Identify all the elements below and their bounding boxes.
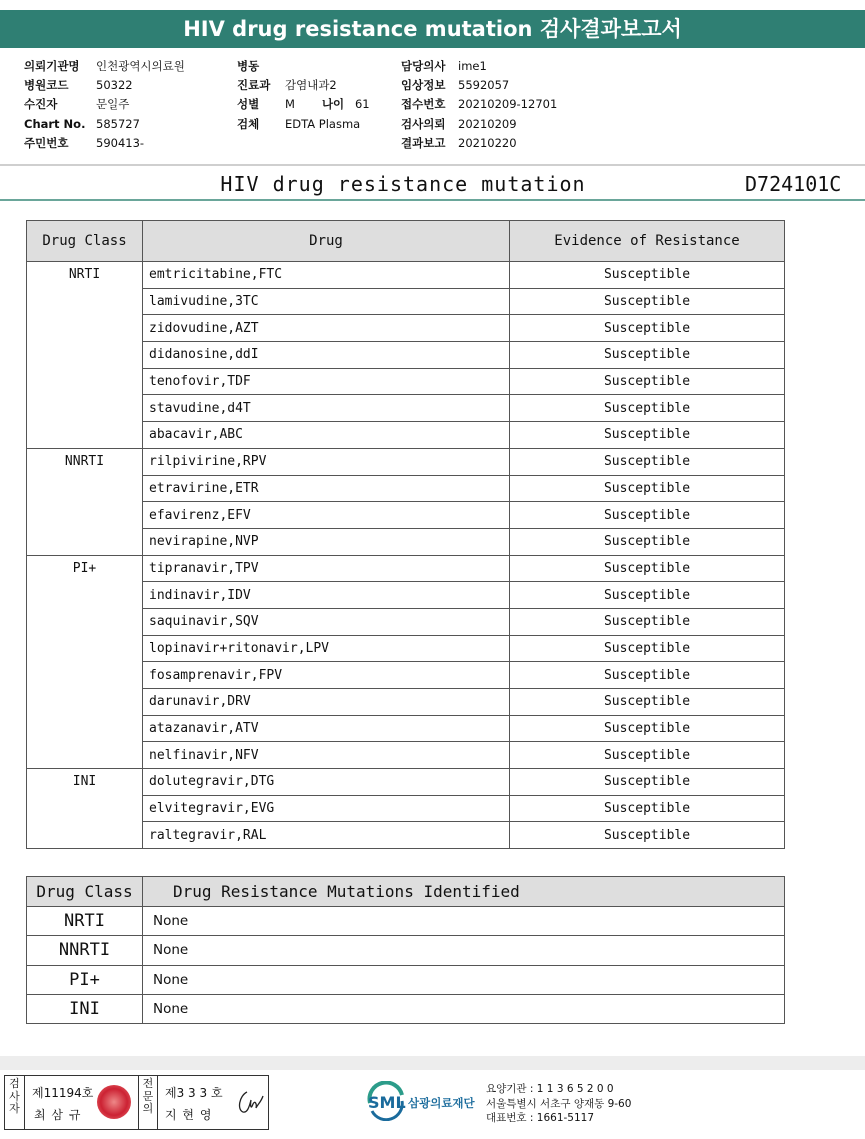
age-label: 나이 xyxy=(321,97,345,112)
evidence-cell: Susceptible xyxy=(510,715,785,742)
meta-value: 20210209-12701 xyxy=(458,97,558,112)
logo-org-name: 삼광의료재단 xyxy=(408,1096,475,1110)
meta-value: 5592057 xyxy=(458,78,510,93)
address-line: 서울특별시 서초구 양재동 9-60 xyxy=(486,1097,632,1110)
report-header-title: HIV drug resistance mutation 검사결과보고서 xyxy=(0,10,865,48)
signature-box xyxy=(4,1075,269,1130)
resistance-table xyxy=(26,220,785,849)
seal-stamp xyxy=(97,1085,131,1119)
drug-class-cell: NRTI xyxy=(27,262,143,449)
drug-cell: zidovudine,AZT xyxy=(143,315,510,342)
signer-1-label: 검사자 xyxy=(5,1076,25,1129)
drug-class-cell: INI xyxy=(27,994,143,1023)
drug-class-cell: PI+ xyxy=(27,965,143,994)
drug-class-cell: NNRTI xyxy=(27,448,143,555)
mutation-cell: None xyxy=(143,965,785,994)
footer-divider xyxy=(0,1056,865,1070)
evidence-cell: Susceptible xyxy=(510,555,785,582)
evidence-cell: Susceptible xyxy=(510,342,785,369)
meta-label: 성별 xyxy=(237,97,260,112)
evidence-cell: Susceptible xyxy=(510,395,785,422)
signer-2-label: 전문의 xyxy=(138,1076,158,1129)
meta-value: 감염내과2 xyxy=(285,78,337,93)
drug-cell: raltegravir,RAL xyxy=(143,822,510,849)
meta-value: 50322 xyxy=(96,78,133,93)
evidence-cell: Susceptible xyxy=(510,315,785,342)
signer-1-name: 최 삼 규 xyxy=(34,1108,82,1122)
evidence-cell: Susceptible xyxy=(510,769,785,796)
evidence-cell: Susceptible xyxy=(510,502,785,529)
meta-column-1 xyxy=(24,57,185,153)
logo-text: SML xyxy=(368,1093,406,1112)
meta-label: 병동 xyxy=(237,59,260,73)
drug-cell: tipranavir,TPV xyxy=(143,555,510,582)
signer-2-number: 제3 3 3 호 xyxy=(165,1086,223,1100)
table-row xyxy=(27,907,785,936)
signature-mark xyxy=(233,1086,265,1118)
evidence-cell: Susceptible xyxy=(510,422,785,449)
meta-label: 결과보고 xyxy=(401,135,446,150)
drug-cell: emtricitabine,FTC xyxy=(143,262,510,289)
meta-value: 문일주 xyxy=(96,97,130,112)
org-address xyxy=(486,1082,631,1126)
meta-column-2 xyxy=(237,57,370,134)
drug-class-cell: NNRTI xyxy=(27,936,143,965)
mutations-table xyxy=(26,876,785,1024)
evidence-cell: Susceptible xyxy=(510,635,785,662)
table-row xyxy=(27,994,785,1023)
mutation-cell: None xyxy=(143,936,785,965)
meta-label: 수진자 xyxy=(24,97,58,112)
drug-cell: indinavir,IDV xyxy=(143,582,510,609)
meta-label: 병원코드 xyxy=(24,78,69,93)
table-row xyxy=(27,262,785,289)
divider xyxy=(0,164,865,166)
address-line: 대표번호 : 1661-5117 xyxy=(486,1112,595,1124)
drug-cell: lopinavir+ritonavir,LPV xyxy=(143,635,510,662)
evidence-cell: Susceptible xyxy=(510,475,785,502)
evidence-cell: Susceptible xyxy=(510,368,785,395)
table-row xyxy=(27,965,785,994)
drug-cell: tenofovir,TDF xyxy=(143,368,510,395)
drug-cell: etravirine,ETR xyxy=(143,475,510,502)
column-header-evidence: Evidence of Resistance xyxy=(510,221,785,262)
drug-cell: fosamprenavir,FPV xyxy=(143,662,510,689)
column-header-drug: Drug xyxy=(143,221,510,262)
meta-label: 접수번호 xyxy=(401,97,446,112)
meta-label: 담당의사 xyxy=(401,59,446,73)
table-row xyxy=(27,555,785,582)
evidence-cell: Susceptible xyxy=(510,742,785,769)
column-header-drug-class: Drug Class xyxy=(27,221,143,262)
report-code: D724101C xyxy=(745,172,842,196)
drug-cell: abacavir,ABC xyxy=(143,422,510,449)
mutation-cell: None xyxy=(143,907,785,936)
drug-cell: elvitegravir,EVG xyxy=(143,795,510,822)
meta-label: 의뢰기관명 xyxy=(24,59,80,73)
evidence-cell: Susceptible xyxy=(510,528,785,555)
drug-cell: lamivudine,3TC xyxy=(143,288,510,315)
evidence-cell: Susceptible xyxy=(510,662,785,689)
resistance-table-body xyxy=(27,262,785,849)
meta-label: 임상정보 xyxy=(401,78,446,93)
meta-value: 20210209 xyxy=(458,116,517,131)
drug-cell: nevirapine,NVP xyxy=(143,528,510,555)
mutations-table-body xyxy=(27,907,785,1024)
evidence-cell: Susceptible xyxy=(510,608,785,635)
signer-1-number: 제11194호 xyxy=(32,1086,94,1100)
meta-label: 검체 xyxy=(237,116,260,131)
column-header-mutations: Drug Resistance Mutations Identified xyxy=(143,877,785,907)
table-row xyxy=(27,936,785,965)
drug-cell: atazanavir,ATV xyxy=(143,715,510,742)
drug-cell: rilpivirine,RPV xyxy=(143,448,510,475)
evidence-cell: Susceptible xyxy=(510,448,785,475)
signer-2-name: 지 현 영 xyxy=(165,1108,213,1122)
evidence-cell: Susceptible xyxy=(510,795,785,822)
meta-value: 590413- xyxy=(96,135,145,150)
drug-cell: saquinavir,SQV xyxy=(143,608,510,635)
divider xyxy=(0,199,865,201)
evidence-cell: Susceptible xyxy=(510,288,785,315)
report-title: HIV drug resistance mutation xyxy=(220,172,586,196)
drug-cell: stavudine,d4T xyxy=(143,395,510,422)
meta-value: EDTA Plasma xyxy=(285,116,361,131)
meta-label: 검사의뢰 xyxy=(401,116,446,131)
meta-label: Chart No. xyxy=(24,116,86,131)
drug-cell: efavirenz,EFV xyxy=(143,502,510,529)
age-value: 61 xyxy=(354,97,370,112)
table-row xyxy=(27,769,785,796)
evidence-cell: Susceptible xyxy=(510,582,785,609)
meta-label: 진료과 xyxy=(237,78,271,93)
meta-value: 인천광역시의료원 xyxy=(96,59,185,73)
meta-value: M xyxy=(285,97,295,112)
meta-label: 주민번호 xyxy=(24,135,69,150)
mutation-cell: None xyxy=(143,994,785,1023)
drug-cell: nelfinavir,NFV xyxy=(143,742,510,769)
meta-value: 585727 xyxy=(96,116,140,131)
drug-class-cell: NRTI xyxy=(27,907,143,936)
drug-cell: darunavir,DRV xyxy=(143,689,510,716)
drug-cell: didanosine,ddI xyxy=(143,342,510,369)
drug-class-cell: PI+ xyxy=(27,555,143,769)
address-line: 요양기관 : 1 1 3 6 5 2 0 0 xyxy=(486,1083,614,1095)
table-row xyxy=(27,448,785,475)
evidence-cell: Susceptible xyxy=(510,689,785,716)
meta-column-3 xyxy=(401,57,557,153)
drug-class-cell: INI xyxy=(27,769,143,849)
column-header-drug-class: Drug Class xyxy=(27,877,143,907)
drug-cell: dolutegravir,DTG xyxy=(143,769,510,796)
evidence-cell: Susceptible xyxy=(510,822,785,849)
meta-value: ime1 xyxy=(458,59,487,73)
meta-value: 20210220 xyxy=(458,135,517,150)
evidence-cell: Susceptible xyxy=(510,262,785,289)
